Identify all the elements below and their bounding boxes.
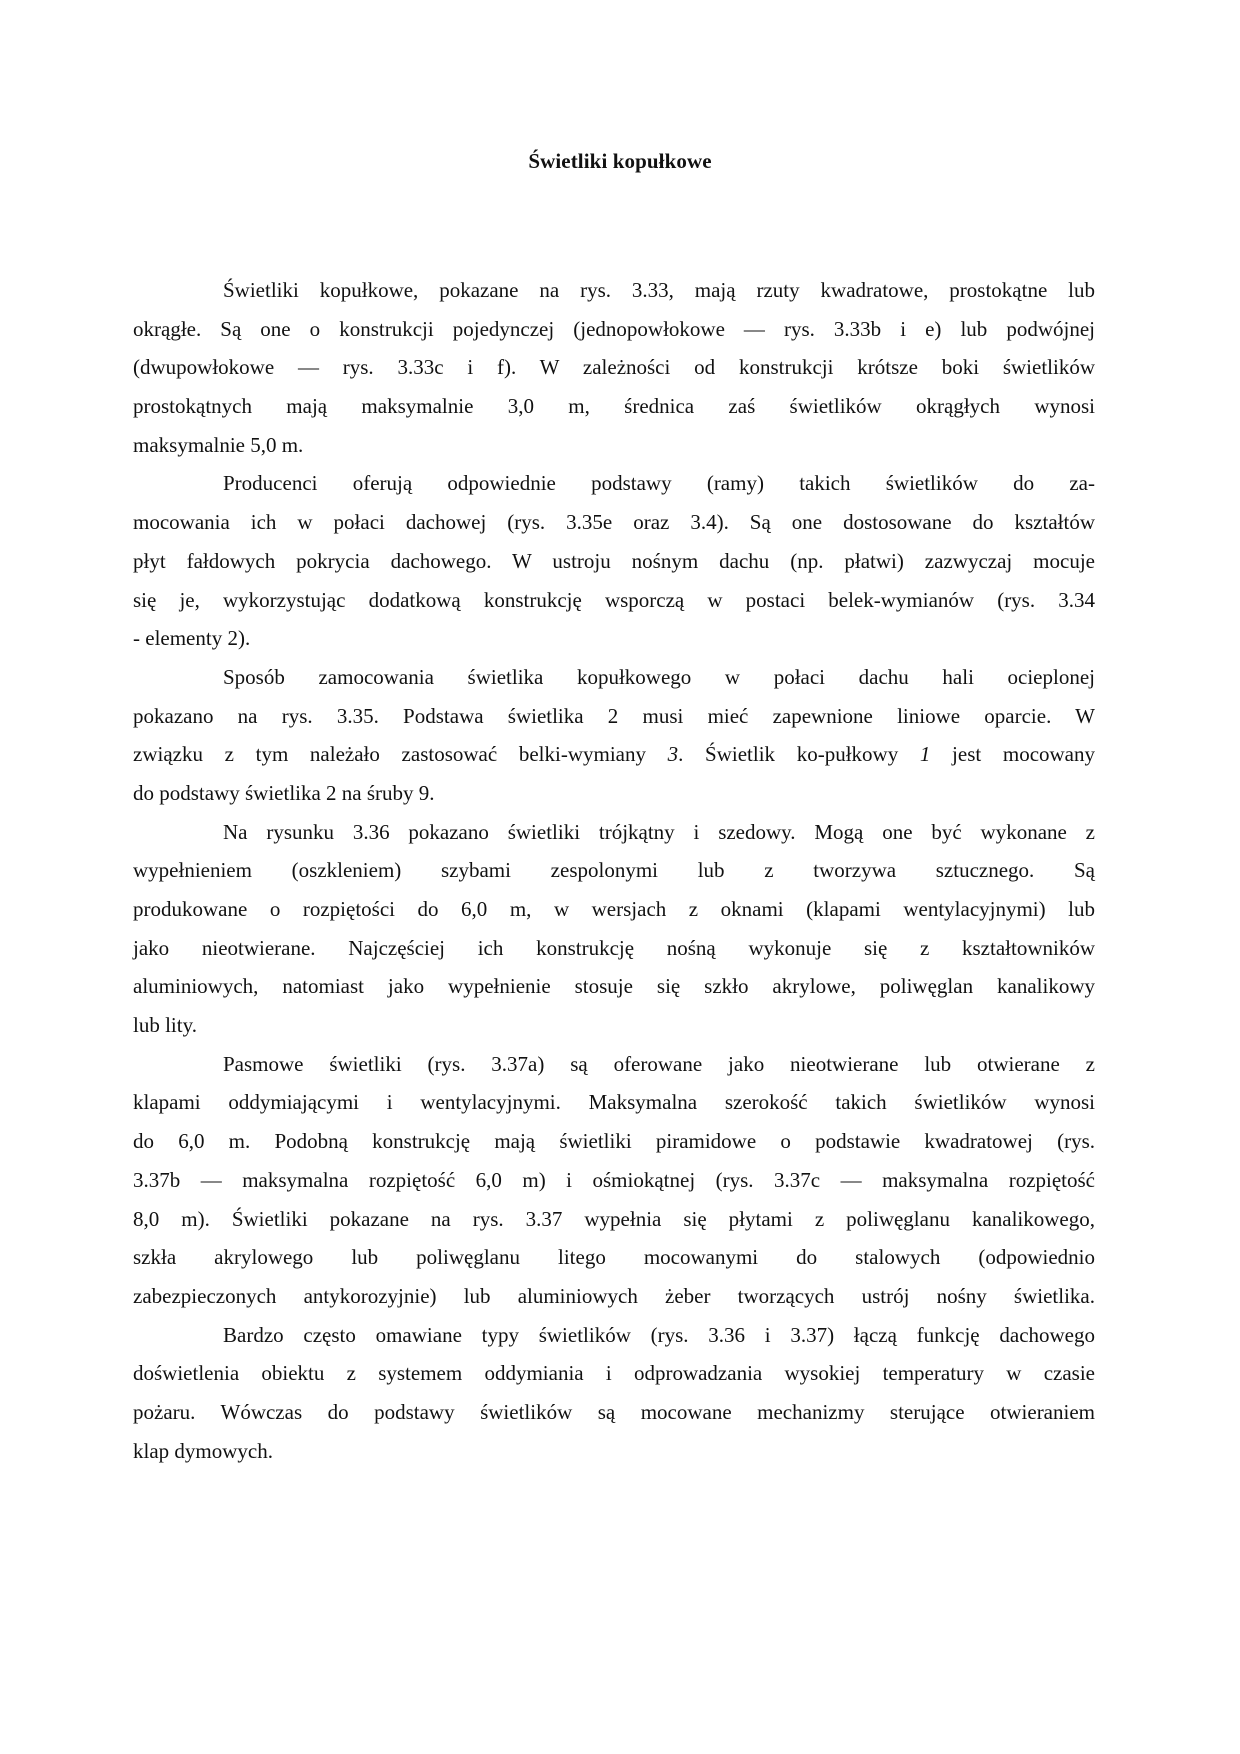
text-line: Producenci oferują odpowiednie podstawy (ramy) takich świetlików do za- bbox=[223, 471, 1095, 496]
text-line: okrągłe. Są one o konstrukcji pojedynczej (jednopowłokowe — rys. 3.33b i e) lub podwójnej bbox=[133, 316, 1095, 341]
text-line: Pasmowe świetliki (rys. 3.37a) są oferowane jako nieotwierane lub otwierane z bbox=[223, 1051, 1095, 1076]
text-line: Świetliki kopułkowe, pokazane na rys. 3.33, mają rzuty kwadratowe, prostokątne lub bbox=[223, 278, 1095, 302]
paragraph-3 bbox=[133, 658, 1095, 813]
text-line: - elementy 2). bbox=[133, 626, 251, 651]
text-line: doświetlenia obiektu z systemem oddymiania i odprowadzania wysokiej temperatury w czasie bbox=[133, 1361, 1095, 1386]
text-line: aluminiowych, natomiast jako wypełnienie stosuje się szkło akrylowe, poliwęglan kanalikowy bbox=[133, 974, 1095, 999]
text-line: szkła akrylowego lub poliwęglanu litego mocowanymi do stalowych (odpowiednio bbox=[133, 1245, 1095, 1270]
paragraph-2 bbox=[133, 464, 1095, 657]
text-line: produkowane o rozpiętości do 6,0 m, w wersjach z oknami (klapami wentylacyjnymi) lub bbox=[133, 897, 1095, 921]
italic-reference-3: 3 bbox=[667, 742, 679, 767]
text-line: się je, wykorzystując dodatkową konstrukcję wsporczą w postaci belek-wymianów (rys. 3.34 bbox=[133, 587, 1095, 612]
italic-reference-1: 1 bbox=[919, 742, 931, 767]
paragraph-1 bbox=[133, 271, 1095, 464]
document-body bbox=[133, 271, 1095, 1470]
text-line: klapami oddymiającymi i wentylacyjnymi. Maksymalna szerokość takich świetlików wynosi bbox=[133, 1090, 1095, 1115]
text-line: Bardzo często omawiane typy świetlików (rys. 3.36 i 3.37) łączą funkcję dachowego bbox=[223, 1322, 1095, 1347]
text-line: wypełnieniem (oszkleniem) szybami zespolonymi lub z tworzywa sztucznego. Są bbox=[133, 858, 1095, 883]
text-line: do podstawy świetlika 2 na śruby 9. bbox=[133, 780, 435, 805]
text-segment: . Świetlik ko-pułkowy bbox=[678, 742, 920, 767]
paragraph-4 bbox=[133, 813, 1095, 1045]
text-line: płyt fałdowych pokrycia dachowego. W ustroju nośnym dachu (np. płatwi) zazwyczaj mocuje bbox=[133, 548, 1095, 573]
text-line-mixed bbox=[133, 735, 1095, 774]
text-line: 3.37b — maksymalna rozpiętość 6,0 m) i ośmiokątnej (rys. 3.37c — maksymalna rozpiętość bbox=[133, 1167, 1095, 1192]
text-line: lub lity. bbox=[133, 1013, 197, 1038]
text-line: klap dymowych. bbox=[133, 1438, 273, 1463]
text-line: do 6,0 m. Podobną konstrukcję mają świetliki piramidowe o podstawie kwadratowej (rys. bbox=[133, 1129, 1095, 1154]
text-line: maksymalnie 5,0 m. bbox=[133, 432, 304, 457]
text-line: Sposób zamocowania świetlika kopułkowego w połaci dachu hali ocieplonej bbox=[223, 664, 1095, 689]
text-segment: związku z tym należało zastosować belki-wymiany bbox=[133, 742, 668, 767]
text-line: pożaru. Wówczas do podstawy świetlików są mocowane mechanizmy sterujące otwieraniem bbox=[133, 1399, 1095, 1424]
text-line: pokazano na rys. 3.35. Podstawa świetlika 2 musi mieć zapewnione liniowe oparcie. W bbox=[133, 703, 1095, 728]
text-line: mocowania ich w połaci dachowej (rys. 3.35e oraz 3.4). Są one dostosowane do kształtów bbox=[133, 510, 1095, 535]
paragraph-5 bbox=[133, 1045, 1095, 1316]
text-line: zabezpieczonych antykorozyjnie) lub aluminiowych żeber tworzących ustrój nośny świetlika. bbox=[133, 1283, 1095, 1308]
text-segment: jest mocowany bbox=[930, 742, 1095, 767]
text-line: jako nieotwierane. Najczęściej ich konstrukcję nośną wykonuje się z kształtowników bbox=[133, 935, 1095, 960]
text-line: (dwupowłokowe — rys. 3.33c i f). W zależności od konstrukcji krótsze boki świetlików bbox=[133, 355, 1095, 380]
text-line: prostokątnych mają maksymalnie 3,0 m, średnica zaś świetlików okrągłych wynosi bbox=[133, 394, 1095, 419]
paragraph-6 bbox=[133, 1316, 1095, 1471]
page-title: Świetliki kopułkowe bbox=[528, 149, 712, 173]
text-line: 8,0 m). Świetliki pokazane na rys. 3.37 wypełnia się płytami z poliwęglanu kanalikowego, bbox=[133, 1206, 1095, 1231]
text-line: Na rysunku 3.36 pokazano świetliki trójkątny i szedowy. Mogą one być wykonane z bbox=[223, 819, 1095, 844]
